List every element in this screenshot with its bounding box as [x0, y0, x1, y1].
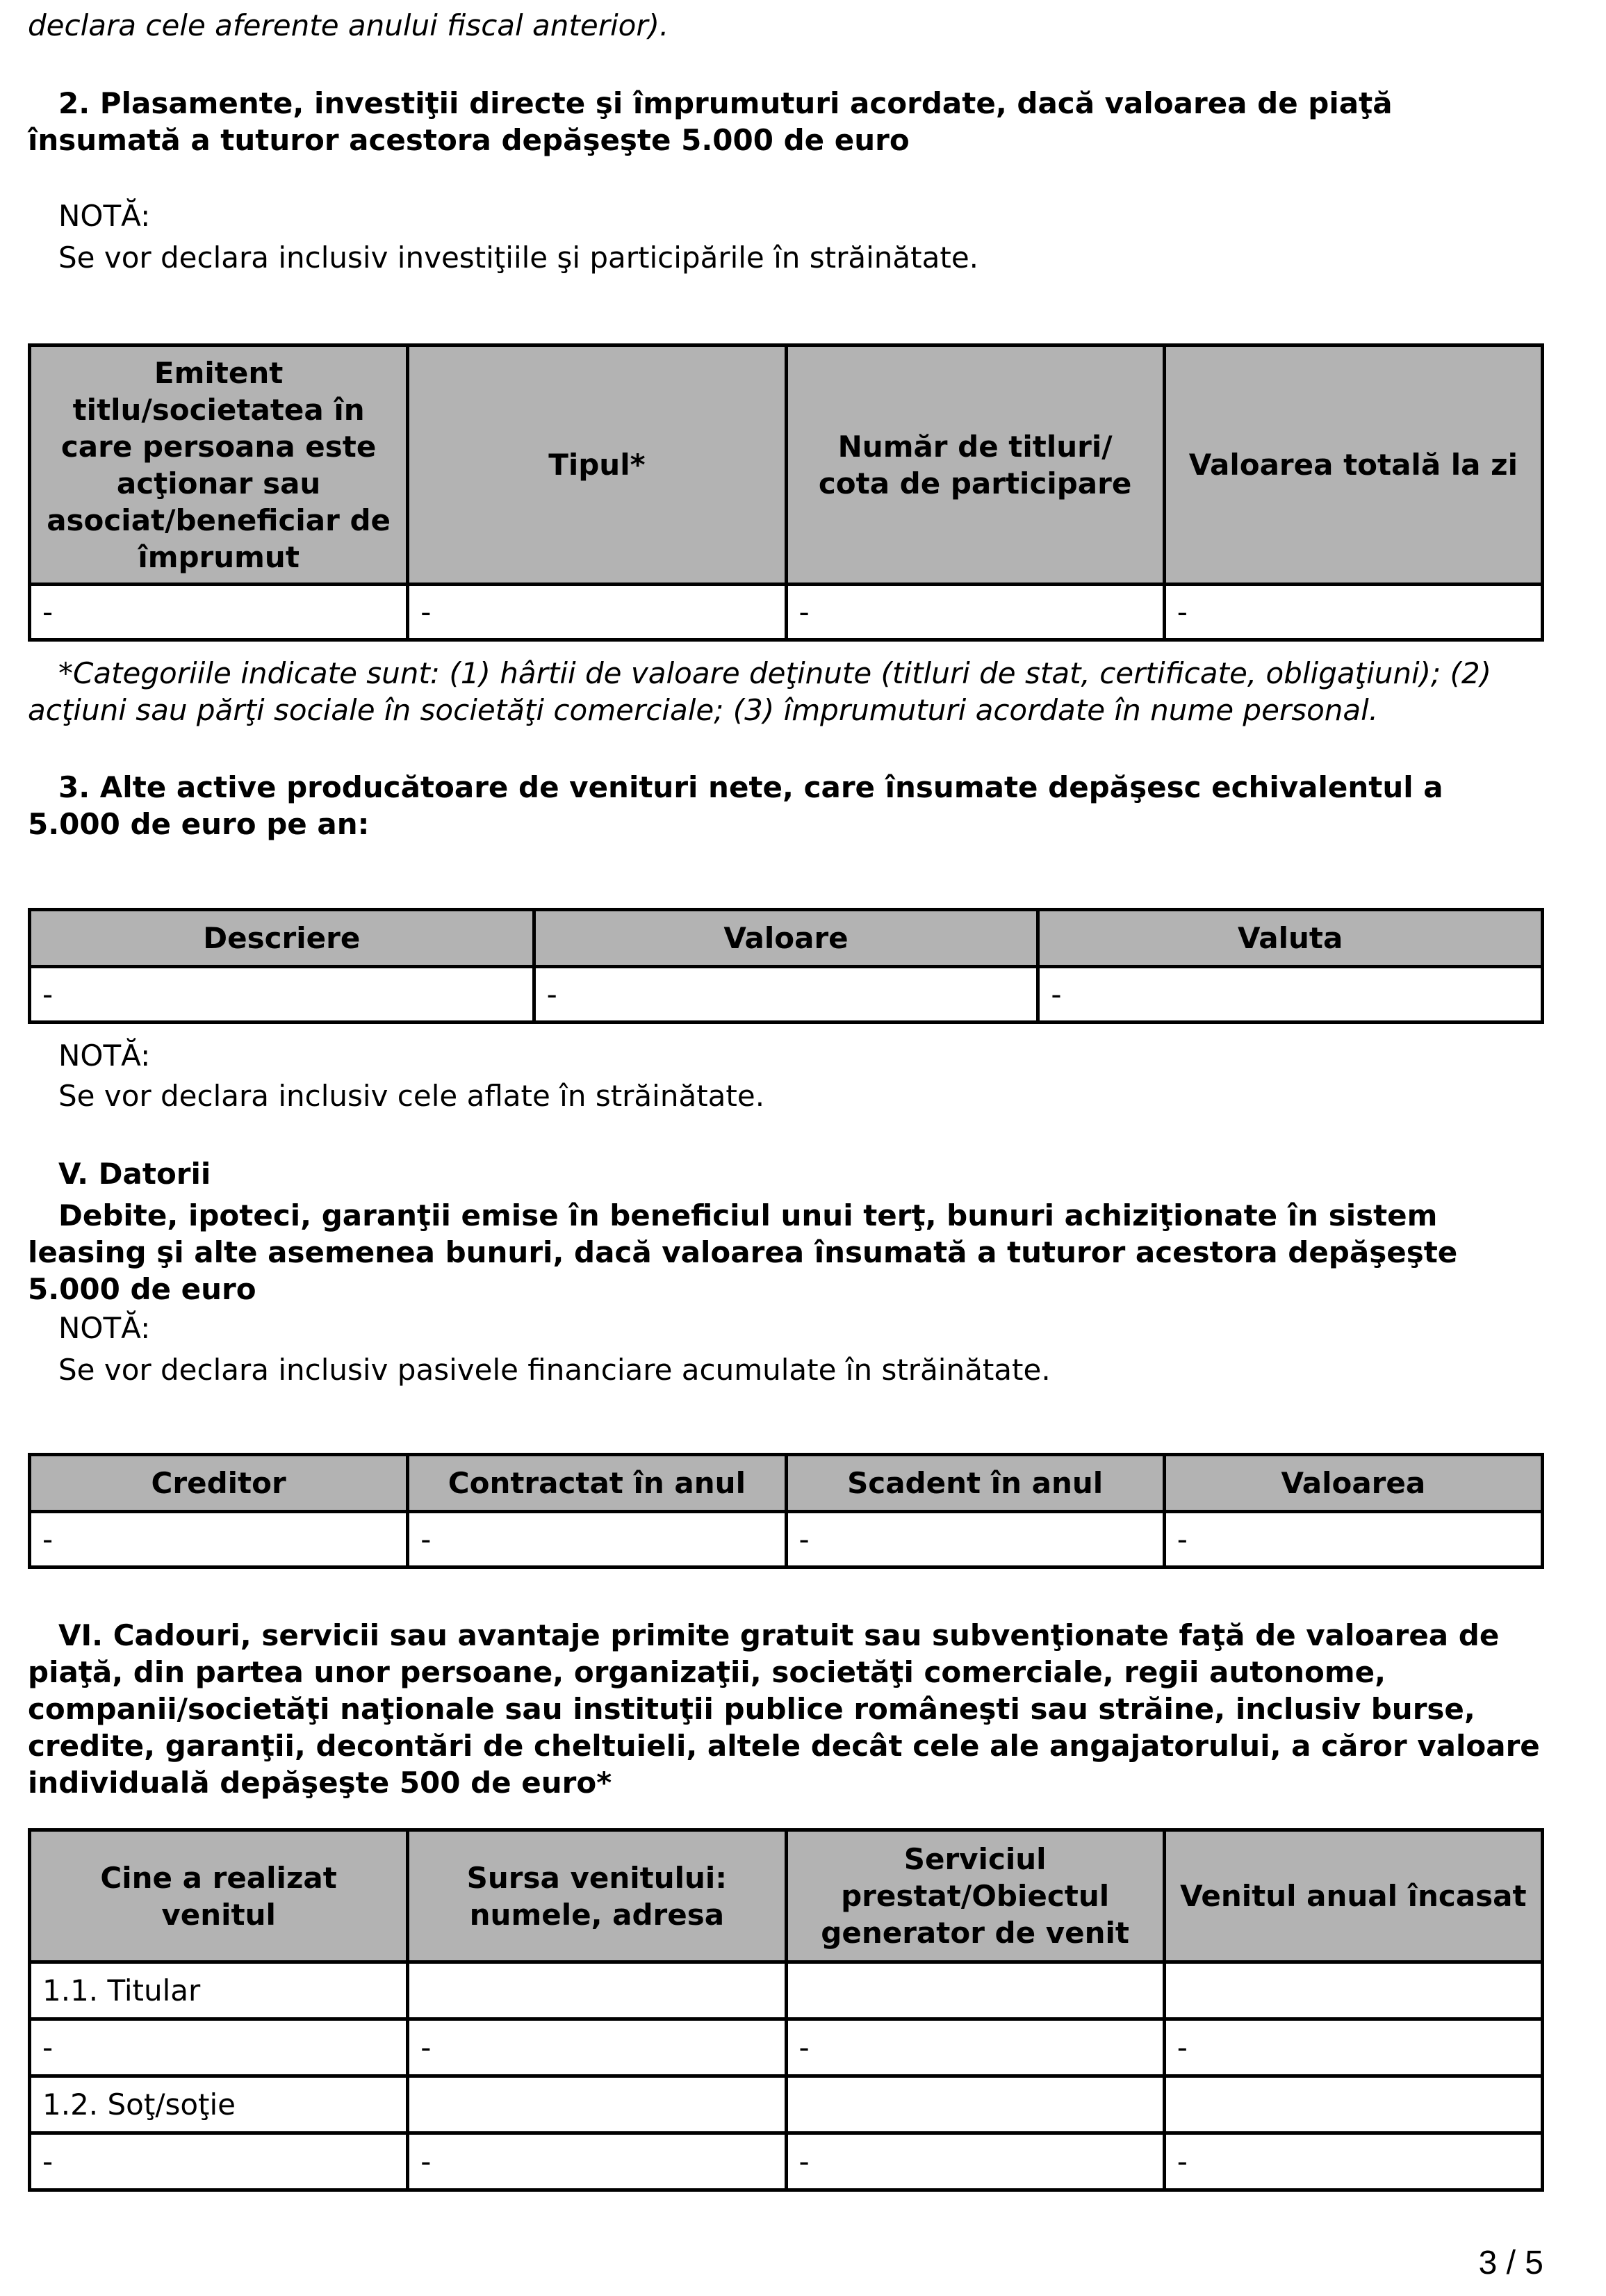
table-cell: -: [786, 2019, 1164, 2076]
column-header: Valoare: [534, 910, 1038, 967]
table-cell: [408, 2076, 786, 2133]
table-cell: -: [1038, 967, 1543, 1023]
table-cell: -: [30, 967, 534, 1023]
table-cell: -: [30, 1512, 408, 1568]
column-header: Creditor: [30, 1455, 408, 1512]
section-5-title: V. Datorii: [58, 1157, 211, 1191]
column-header: Serviciul prestat/Obiectul generator de venit: [786, 1830, 1164, 1962]
table-row: [30, 2133, 1543, 2190]
table-header-row: [30, 910, 1543, 967]
column-header: Scadent în anul: [786, 1455, 1164, 1512]
investments-table: [28, 343, 1544, 642]
table-cell: -: [786, 2133, 1164, 2190]
table-header-row: [30, 1830, 1543, 1962]
section-5-note-text: Se vor declara inclusiv pasivele financiare acumulate în străinătate.: [58, 1353, 1051, 1387]
column-header: Sursa venitului: numele, adresa: [408, 1830, 786, 1962]
table-cell: -: [786, 1512, 1164, 1568]
table-header-row: [30, 345, 1543, 585]
table-row: [30, 1512, 1543, 1568]
table-cell: -: [408, 1512, 786, 1568]
column-header: Număr de titluri/ cota de participare: [786, 345, 1164, 585]
debts-table: [28, 1453, 1544, 1569]
table-cell: -: [408, 585, 786, 640]
table-cell: -: [30, 2133, 408, 2190]
table-cell: -: [30, 585, 408, 640]
other-assets-table: [28, 908, 1544, 1024]
table-cell: 1.1. Titular: [30, 1962, 408, 2019]
table-cell: -: [30, 2019, 408, 2076]
column-header: Valoarea: [1164, 1455, 1542, 1512]
column-header: Tipul*: [408, 345, 786, 585]
column-header: Emitent titlu/societatea în care persoana este acţionar sau asociat/beneficiar de împrumut: [30, 345, 408, 585]
section-2-heading: 2. Plasamente, investiţii directe şi împrumuturi acordate, dacă valoarea de piaţă însumată a tuturor acestora depăşeşte 5.000 de euro: [28, 86, 1393, 157]
section-3-heading: 3. Alte active producătoare de venituri nete, care însumate depăşesc echivalentul a 5.000 de euro pe an:: [28, 770, 1443, 841]
column-header: Descriere: [30, 910, 534, 967]
section-3-note-label: NOTĂ:: [58, 1039, 151, 1073]
column-header: Cine a realizat venitul: [30, 1830, 408, 1962]
table-cell: -: [408, 2019, 786, 2076]
table-cell: 1.2. Soţ/soţie: [30, 2076, 408, 2133]
section-2-footnote: *Categoriile indicate sunt: (1) hârtii de valoare deţinute (titluri de stat, certificate, obligaţiuni); (2) acţiuni sau părţi sociale în societăţi comerciale; (3) împrumuturi acordate în nume personal.: [28, 656, 1492, 727]
section-6-heading: VI. Cadouri, servicii sau avantaje primite gratuit sau subvenţionate faţă de valoarea de piaţă, din partea unor persoane, organizaţii, societăţi comerciale, regii autonome, companii/societăţi naţionale sau instituţii publice româneşti sau străine, inclusiv burse, credite, garanţii, decontări de cheltuieli, altele decât cele ale angajatorului, a căror valoare individuală depăşeşte 500 de euro*: [28, 1618, 1540, 1800]
column-header: Venitul anual încasat: [1164, 1830, 1542, 1962]
section-2-note-text: Se vor declara inclusiv investiţiile şi participările în străinătate.: [58, 241, 979, 275]
table-cell: [786, 1962, 1164, 2019]
table-row: [30, 1962, 1543, 2019]
page-number: 3 / 5: [1478, 2245, 1543, 2281]
table-cell: -: [408, 2133, 786, 2190]
table-cell: -: [534, 967, 1038, 1023]
table-cell: [408, 1962, 786, 2019]
table-cell: [1164, 2076, 1542, 2133]
table-cell: [1164, 1962, 1542, 2019]
column-header: Valoarea totală la zi: [1164, 345, 1542, 585]
table-row: [30, 967, 1543, 1023]
table-cell: -: [1164, 2133, 1542, 2190]
table-cell: -: [1164, 2019, 1542, 2076]
section-3-note-text: Se vor declara inclusiv cele aflate în străinătate.: [58, 1079, 765, 1113]
table-row: [30, 2076, 1543, 2133]
section-2-note-label: NOTĂ:: [58, 199, 151, 233]
column-header: Valuta: [1038, 910, 1543, 967]
intro-fragment: declara cele aferente anului fiscal anterior).: [28, 8, 669, 42]
table-cell: -: [1164, 585, 1542, 640]
table-cell: -: [1164, 1512, 1542, 1568]
table-row: [30, 585, 1543, 640]
table-header-row: [30, 1455, 1543, 1512]
section-5-heading: Debite, ipoteci, garanţii emise în beneficiul unui terţ, bunuri achiziţionate în sistem leasing şi alte asemenea bunuri, dacă valoarea însumată a tuturor acestora depăşeşte 5.000 de euro: [28, 1198, 1458, 1306]
table-cell: [786, 2076, 1164, 2133]
table-cell: -: [786, 585, 1164, 640]
section-5-note-label: NOTĂ:: [58, 1311, 151, 1345]
column-header: Contractat în anul: [408, 1455, 786, 1512]
gifts-table: [28, 1828, 1544, 2192]
table-row: [30, 2019, 1543, 2076]
